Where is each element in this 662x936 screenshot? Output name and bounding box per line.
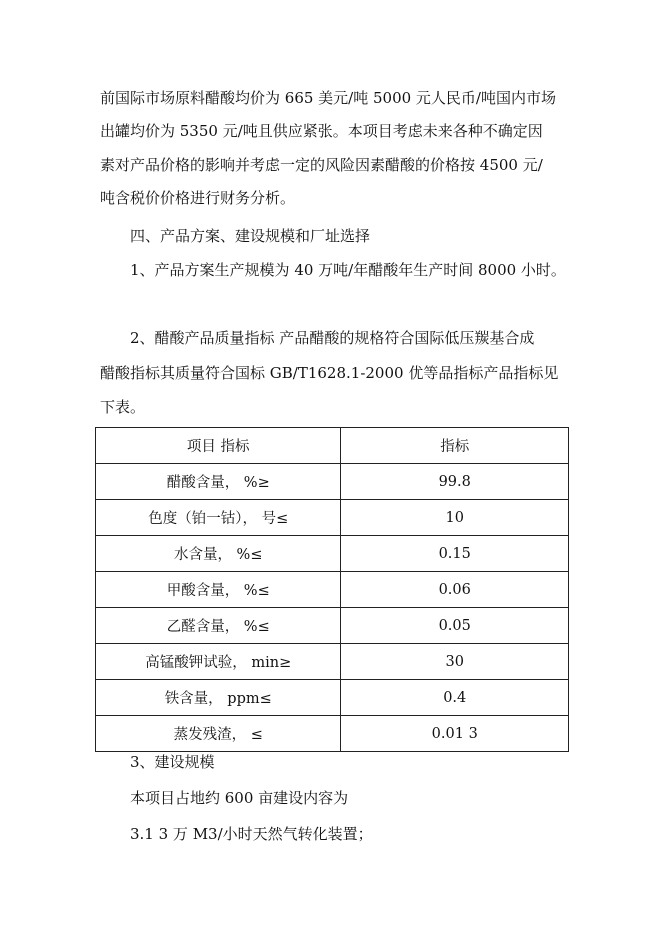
table-cell-item: 蒸发残渣， ≤ — [96, 716, 341, 752]
table-cell-value: 30 — [341, 644, 569, 680]
table-row — [96, 536, 569, 572]
paragraph-line: 前国际市场原料醋酸均价为 665 美元/吨 5000 元人民币/吨国内市场 — [100, 89, 556, 107]
table-cell-item: 甲酸含量， %≤ — [96, 572, 341, 608]
table-cell-value: 99.8 — [341, 464, 569, 500]
table-cell-item: 铁含量， ppm≤ — [96, 680, 341, 716]
table-cell-value: 0.15 — [341, 536, 569, 572]
paragraph-line: 吨含税价价格进行财务分析。 — [100, 189, 296, 207]
table-header-spec: 指标 — [341, 428, 569, 464]
table-cell-value: 0.05 — [341, 608, 569, 644]
table-cell-value: 0.01 3 — [341, 716, 569, 752]
table-row — [96, 644, 569, 680]
paragraph-line: 1、产品方案生产规模为 40 万吨/年醋酸年生产时间 8000 小时。 — [130, 261, 566, 279]
table-cell-value: 0.06 — [341, 572, 569, 608]
table-cell-item: 水含量， %≤ — [96, 536, 341, 572]
table-row — [96, 500, 569, 536]
paragraph-line: 出罐均价为 5350 元/吨且供应紧张。本项目考虑未来各种不确定因 — [100, 122, 543, 140]
quality-spec-table — [95, 427, 569, 752]
table-row — [96, 608, 569, 644]
paragraph-line: 素对产品价格的影响并考虑一定的风险因素醋酸的价格按 4500 元/ — [100, 156, 543, 174]
table-header-item: 项目 指标 — [96, 428, 341, 464]
table-cell-value: 0.4 — [341, 680, 569, 716]
table-cell-item: 乙醛含量， %≤ — [96, 608, 341, 644]
paragraph-line: 本项目占地约 600 亩建设内容为 — [130, 789, 349, 807]
section-heading: 3、建设规模 — [130, 753, 215, 771]
table-cell-item: 醋酸含量， %≥ — [96, 464, 341, 500]
table-cell-value: 10 — [341, 500, 569, 536]
table-row — [96, 464, 569, 500]
table-row — [96, 680, 569, 716]
paragraph-line: 3.1 3 万 M3/小时天然气转化装置； — [130, 825, 373, 843]
table-header-row — [96, 428, 569, 464]
paragraph-line: 下表。 — [100, 398, 146, 416]
paragraph-line: 醋酸指标其质量符合国标 GB/T1628.1-2000 优等品指标产品指标见 — [100, 364, 559, 382]
paragraph-line: 2、醋酸产品质量指标 产品醋酸的规格符合国际低压羰基合成 — [130, 329, 535, 347]
table-row — [96, 716, 569, 752]
table-cell-item: 色度（铂一钴）， 号≤ — [96, 500, 341, 536]
section-heading: 四、产品方案、建设规模和厂址选择 — [130, 227, 371, 245]
table-row — [96, 572, 569, 608]
table-cell-item: 高锰酸钾试验， min≥ — [96, 644, 341, 680]
